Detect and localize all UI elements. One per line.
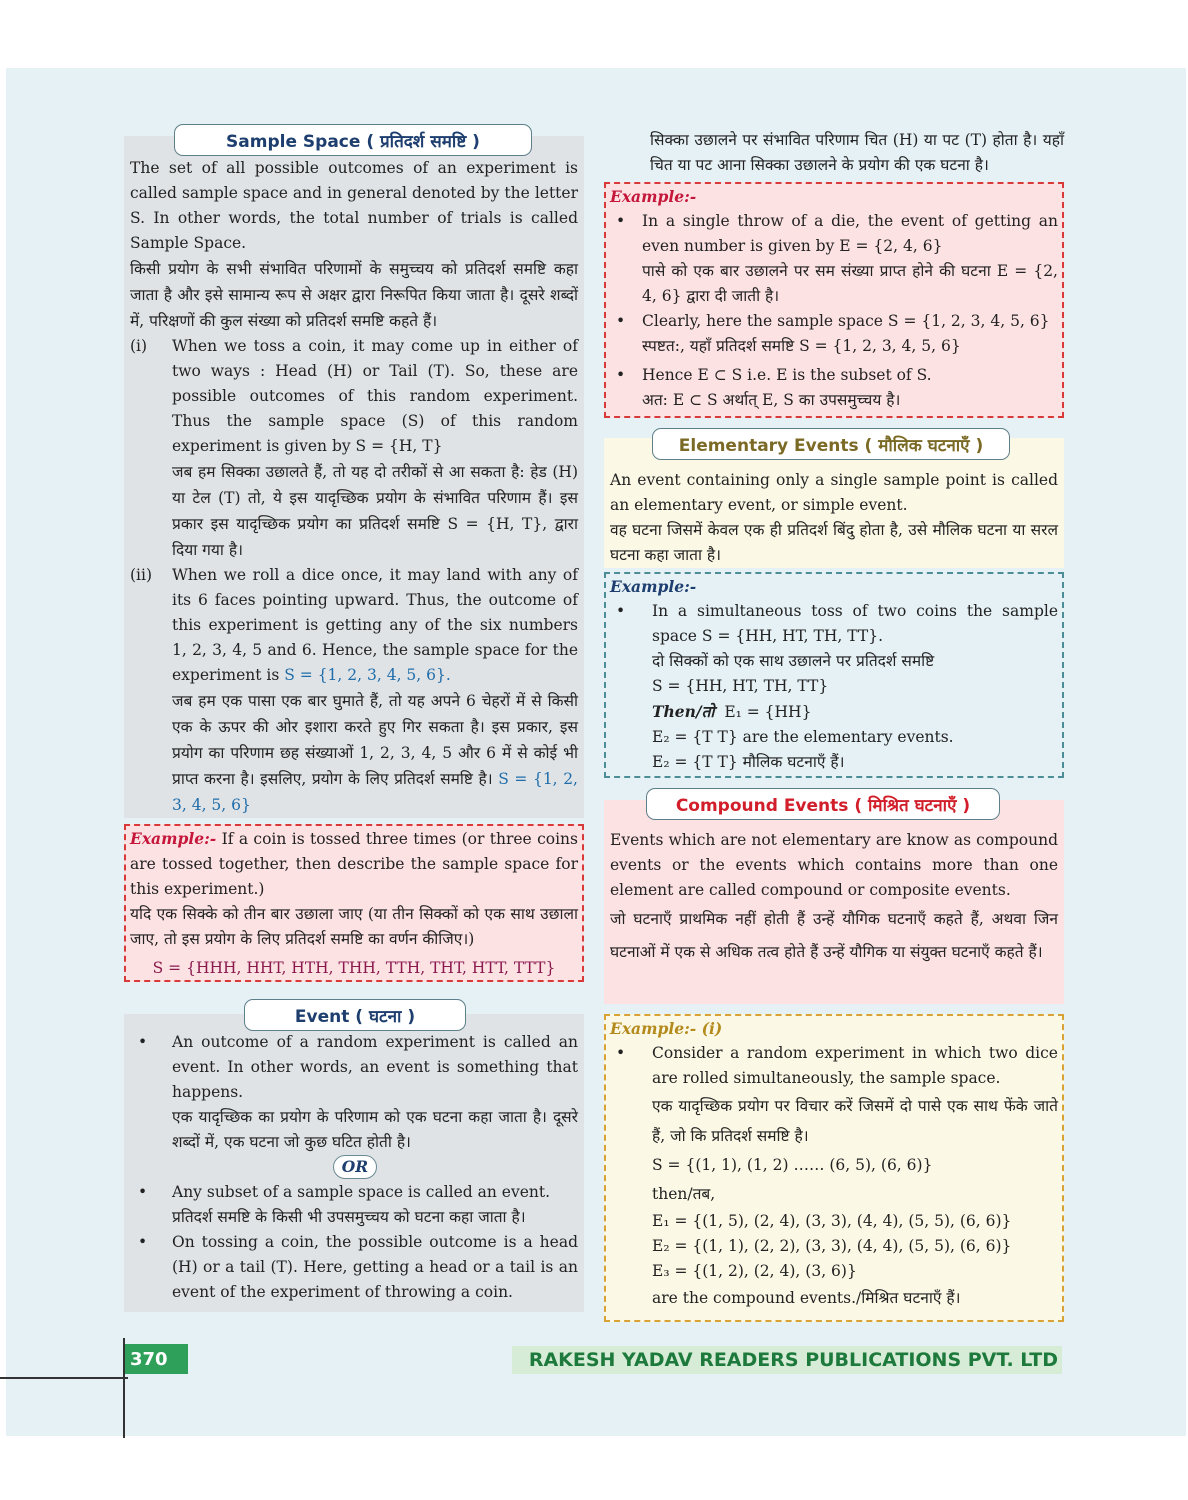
example-answer: S = {HHH, HHT, HTH, THH, TTH, THT, HTT, TTT} <box>152 959 556 977</box>
two-dice-text: • Consider a random experiment in which two dice are rolled simultaneously, the sample space. <box>652 1044 1058 1087</box>
example-label: Example:- (i) <box>610 1019 723 1038</box>
sample-space-text: • Clearly, here the sample space S = {1, 2, 3, 4, 5, 6} <box>642 312 1050 330</box>
page-number: 370 <box>124 1344 188 1374</box>
compound-events-heading: Compound Events ( मिश्रित घटनाएँ ) <box>646 788 1000 820</box>
event-bullet <box>132 1180 578 1230</box>
publisher-name: RAKESH YADAV READERS PUBLICATIONS PVT. LTD <box>512 1346 1062 1374</box>
event-bullet <box>132 1030 578 1155</box>
two-coins-text: • In a simultaneous toss of two coins the sample space S = {HH, HT, TH, TT}. <box>652 602 1058 645</box>
example-bullet <box>610 309 1058 359</box>
dice-example-text <box>172 563 578 688</box>
event-definition-hindi: एक यादृच्छिक का प्रयोग के परिणाम को एक घटना कहा जाता है। दूसरे शब्दों में, एक घटना जो कुछ घटित होती है। <box>172 1108 578 1151</box>
right-top-hindi <box>604 128 1064 178</box>
coin-example-text: When we toss a coin, it may come up in either of two ways : Head (H) or Tail (T). So, these are possible outcomes of this random experiment. Thus the sample space (S) of this random experiment is given by S = {H, T} <box>172 337 578 455</box>
example-bullet <box>610 599 1058 775</box>
example-bullet <box>610 363 1058 413</box>
list-number: (ii) <box>130 566 153 584</box>
dice-sample-set-hindi: S = {1, 2, 3, 4, 5, 6} <box>172 770 578 814</box>
sample-space-hindi: स्पष्टत:, यहाँ प्रतिदर्श समष्टि S = {1, 2, 3, 4, 5, 6} <box>642 337 961 355</box>
sample-space-heading: Sample Space ( प्रतिदर्श समष्टि ) <box>174 124 532 156</box>
event-coin-text: • On tossing a coin, the possible outcome is a head (H) or a tail (T). Here, getting a head or a tail is an event of the experiment of throwing a coin. <box>172 1233 578 1301</box>
example-bullet <box>610 1041 1058 1313</box>
two-coins-hindi: दो सिक्कों को एक साथ उछालने पर प्रतिदर्श समष्टि <box>652 652 935 670</box>
e2-text: E₂ = {T T} are the elementary events. <box>652 728 954 746</box>
subset-text: • Hence E ⊂ S i.e. E is the subset of S. <box>642 366 932 384</box>
crop-mark-vertical <box>123 1338 125 1438</box>
example-two-coins <box>604 572 1064 778</box>
compound-definition-hindi: जो घटनाएँ प्राथमिक नहीं होती हैं उन्हें यौगिक घटनाएँ कहते हैं, अथवा जिन घटनाओं में एक से अधिक तत्व होते हैं उन्हें यौगिक या संयुक्त घटनाएँ कहते हैं। <box>610 910 1058 961</box>
compound-definition: Events which are not elementary are know as compound events or the events which contains more than one element are called compound or composite events. <box>610 831 1058 899</box>
sample-space-section <box>124 136 584 818</box>
two-coins-set: S = {HH, HT, TH, TT} <box>652 677 829 695</box>
example-question-text: If a coin is tossed three times (or three coins are tossed together, then describe the sample space for this experiment.) <box>130 830 578 898</box>
compound-events-section <box>604 800 1064 1004</box>
example-question <box>130 826 578 902</box>
list-number: (i) <box>130 337 148 355</box>
event-bullet <box>132 1230 578 1305</box>
elementary-events-heading: Elementary Events ( मौलिक घटनाएँ ) <box>652 428 1010 460</box>
list-item-coin <box>130 334 578 563</box>
elementary-definition: An event containing only a single sample point is called an elementary event, or simple event. <box>610 471 1058 514</box>
sample-space-definition-hindi: किसी प्रयोग के सभी संभावित परिणामों के समुच्चय को प्रतिदर्श समष्टि कहा जाता है और इसे सामान्य रूप से अक्षर द्वारा निरूपित किया जाता है। दूसरे शब्दों में, परिक्षणों की कुल संख्या को प्रतिदर्श समष्टि कहते हैं। <box>130 260 578 330</box>
or-row <box>132 1155 578 1180</box>
event-section <box>124 1014 584 1312</box>
event-subset-text: • Any subset of a sample space is called an event. <box>172 1183 551 1201</box>
or-badge: OR <box>333 1155 377 1179</box>
example-two-dice <box>604 1014 1064 1322</box>
two-dice-set: S = {(1, 1), (1, 2) …… (6, 5), (6, 6)} <box>652 1156 933 1174</box>
list-item-dice <box>130 563 578 818</box>
then-label: then/तब, <box>652 1185 716 1203</box>
coin-example-hindi: जब हम सिक्का उछालते हैं, तो यह दो तरीकों से आ सकता है: हेड (H) या टेल (T) तो, ये इस यादृच्छिक प्रयोग के संभावित परिणाम हैं। इस प्रकार इस यादृच्छिक प्रयोग का प्रतिदर्श समष्टि S = {H, T}, द्वारा दिया गया है। <box>172 463 578 559</box>
example-coin-three-times <box>124 824 584 982</box>
dice-sample-set: S = {1, 2, 3, 4, 5, 6}. <box>284 666 451 684</box>
subset-hindi: अत: E ⊂ S अर्थात् E, S का उपसमुच्चय है। <box>642 391 901 409</box>
then-row <box>652 699 1058 725</box>
dice-example-body: When we roll a dice once, it may land with any of its 6 faces pointing upward. Thus, the outcome of this experiment is getting any of the six numbers 1, 2, 3, 4, 5 and 6. Hence, the sample space for the experiment is <box>172 566 578 684</box>
e3-set: E₃ = {(1, 2), (2, 4), (3, 6)} <box>652 1262 857 1280</box>
compound-conclusion: are the compound events./मिश्रित घटनाएँ हैं। <box>652 1289 961 1307</box>
die-even-text: • In a single throw of a die, the event of getting an even number is given by E = {2, 4, 6} <box>642 212 1058 255</box>
example-bullet <box>610 209 1058 309</box>
event-heading: Event ( घटना ) <box>244 999 466 1031</box>
dice-example-hindi <box>172 688 578 818</box>
example-die-event <box>604 182 1064 418</box>
e1-set: E₁ = {(1, 5), (2, 4), (3, 3), (4, 4), (5, 5), (6, 6)} <box>652 1212 1012 1230</box>
sample-space-definition: The set of all possible outcomes of an experiment is called sample space and in general denoted by the letter S. In other words, the total number of trials is called Sample Space. <box>130 159 578 252</box>
die-even-hindi: पासे को एक बार उछालने पर सम संख्या प्राप्त होने की घटना E = {2, 4, 6} द्वारा दी जाती है। <box>642 262 1058 305</box>
event-definition: • An outcome of a random experiment is called an event. In other words, an event is something that happens. <box>172 1033 578 1101</box>
dice-example-hindi-body: जब हम एक पासा एक बार घुमाते हैं, तो यह अपने 6 चेहरों में से किसी एक के ऊपर की ओर इशारा करते हुए गिर सकता है। इस प्रकार, इस प्रयोग का परिणाम छह संख्याओं 1, 2, 3, 4, 5 और 6 में से कोई भी प्राप्त करना है। इसलिए, प्रयोग के लिए प्रतिदर्श समष्टि है। <box>172 692 578 788</box>
example-question-hindi: यदि एक सिक्के को तीन बार उछाला जाए (या तीन सिक्कों को एक साथ उछाला जाए, तो इस प्रयोग के लिए प्रतिदर्श समष्टि का वर्णन कीजिए।) <box>130 905 578 948</box>
example-label: Example:- <box>130 829 217 848</box>
coin-event-hindi: सिक्का उछालने पर संभावित परिणाम चित (H) या पट (T) होता है। यहाँ चित या पट आना सिक्का उछालने के प्रयोग की एक घटना है। <box>650 131 1064 174</box>
crop-mark-horizontal <box>0 1377 128 1379</box>
e2-set: E₂ = {(1, 1), (2, 2), (3, 3), (4, 4), (5, 5), (6, 6)} <box>652 1237 1012 1255</box>
then-label: Then/तो <box>652 702 715 721</box>
e2-hindi: E₂ = {T T} मौलिक घटनाएँ हैं। <box>652 753 845 771</box>
two-dice-hindi: एक यादृच्छिक प्रयोग पर विचार करें जिसमें दो पासे एक साथ फेंके जाते हैं, जो कि प्रतिदर्श समष्टि है। <box>652 1097 1058 1145</box>
elementary-definition-hindi: वह घटना जिसमें केवल एक ही प्रतिदर्श बिंदु होता है, उसे मौलिक घटना या सरल घटना कहा जाता है। <box>610 521 1058 564</box>
example-label: Example:- <box>610 577 697 596</box>
e1-set: E₁ = {HH} <box>724 703 812 721</box>
example-label: Example:- <box>610 187 697 206</box>
event-subset-hindi: प्रतिदर्श समष्टि के किसी भी उपसमुच्चय को घटना कहा जाता है। <box>172 1208 526 1226</box>
